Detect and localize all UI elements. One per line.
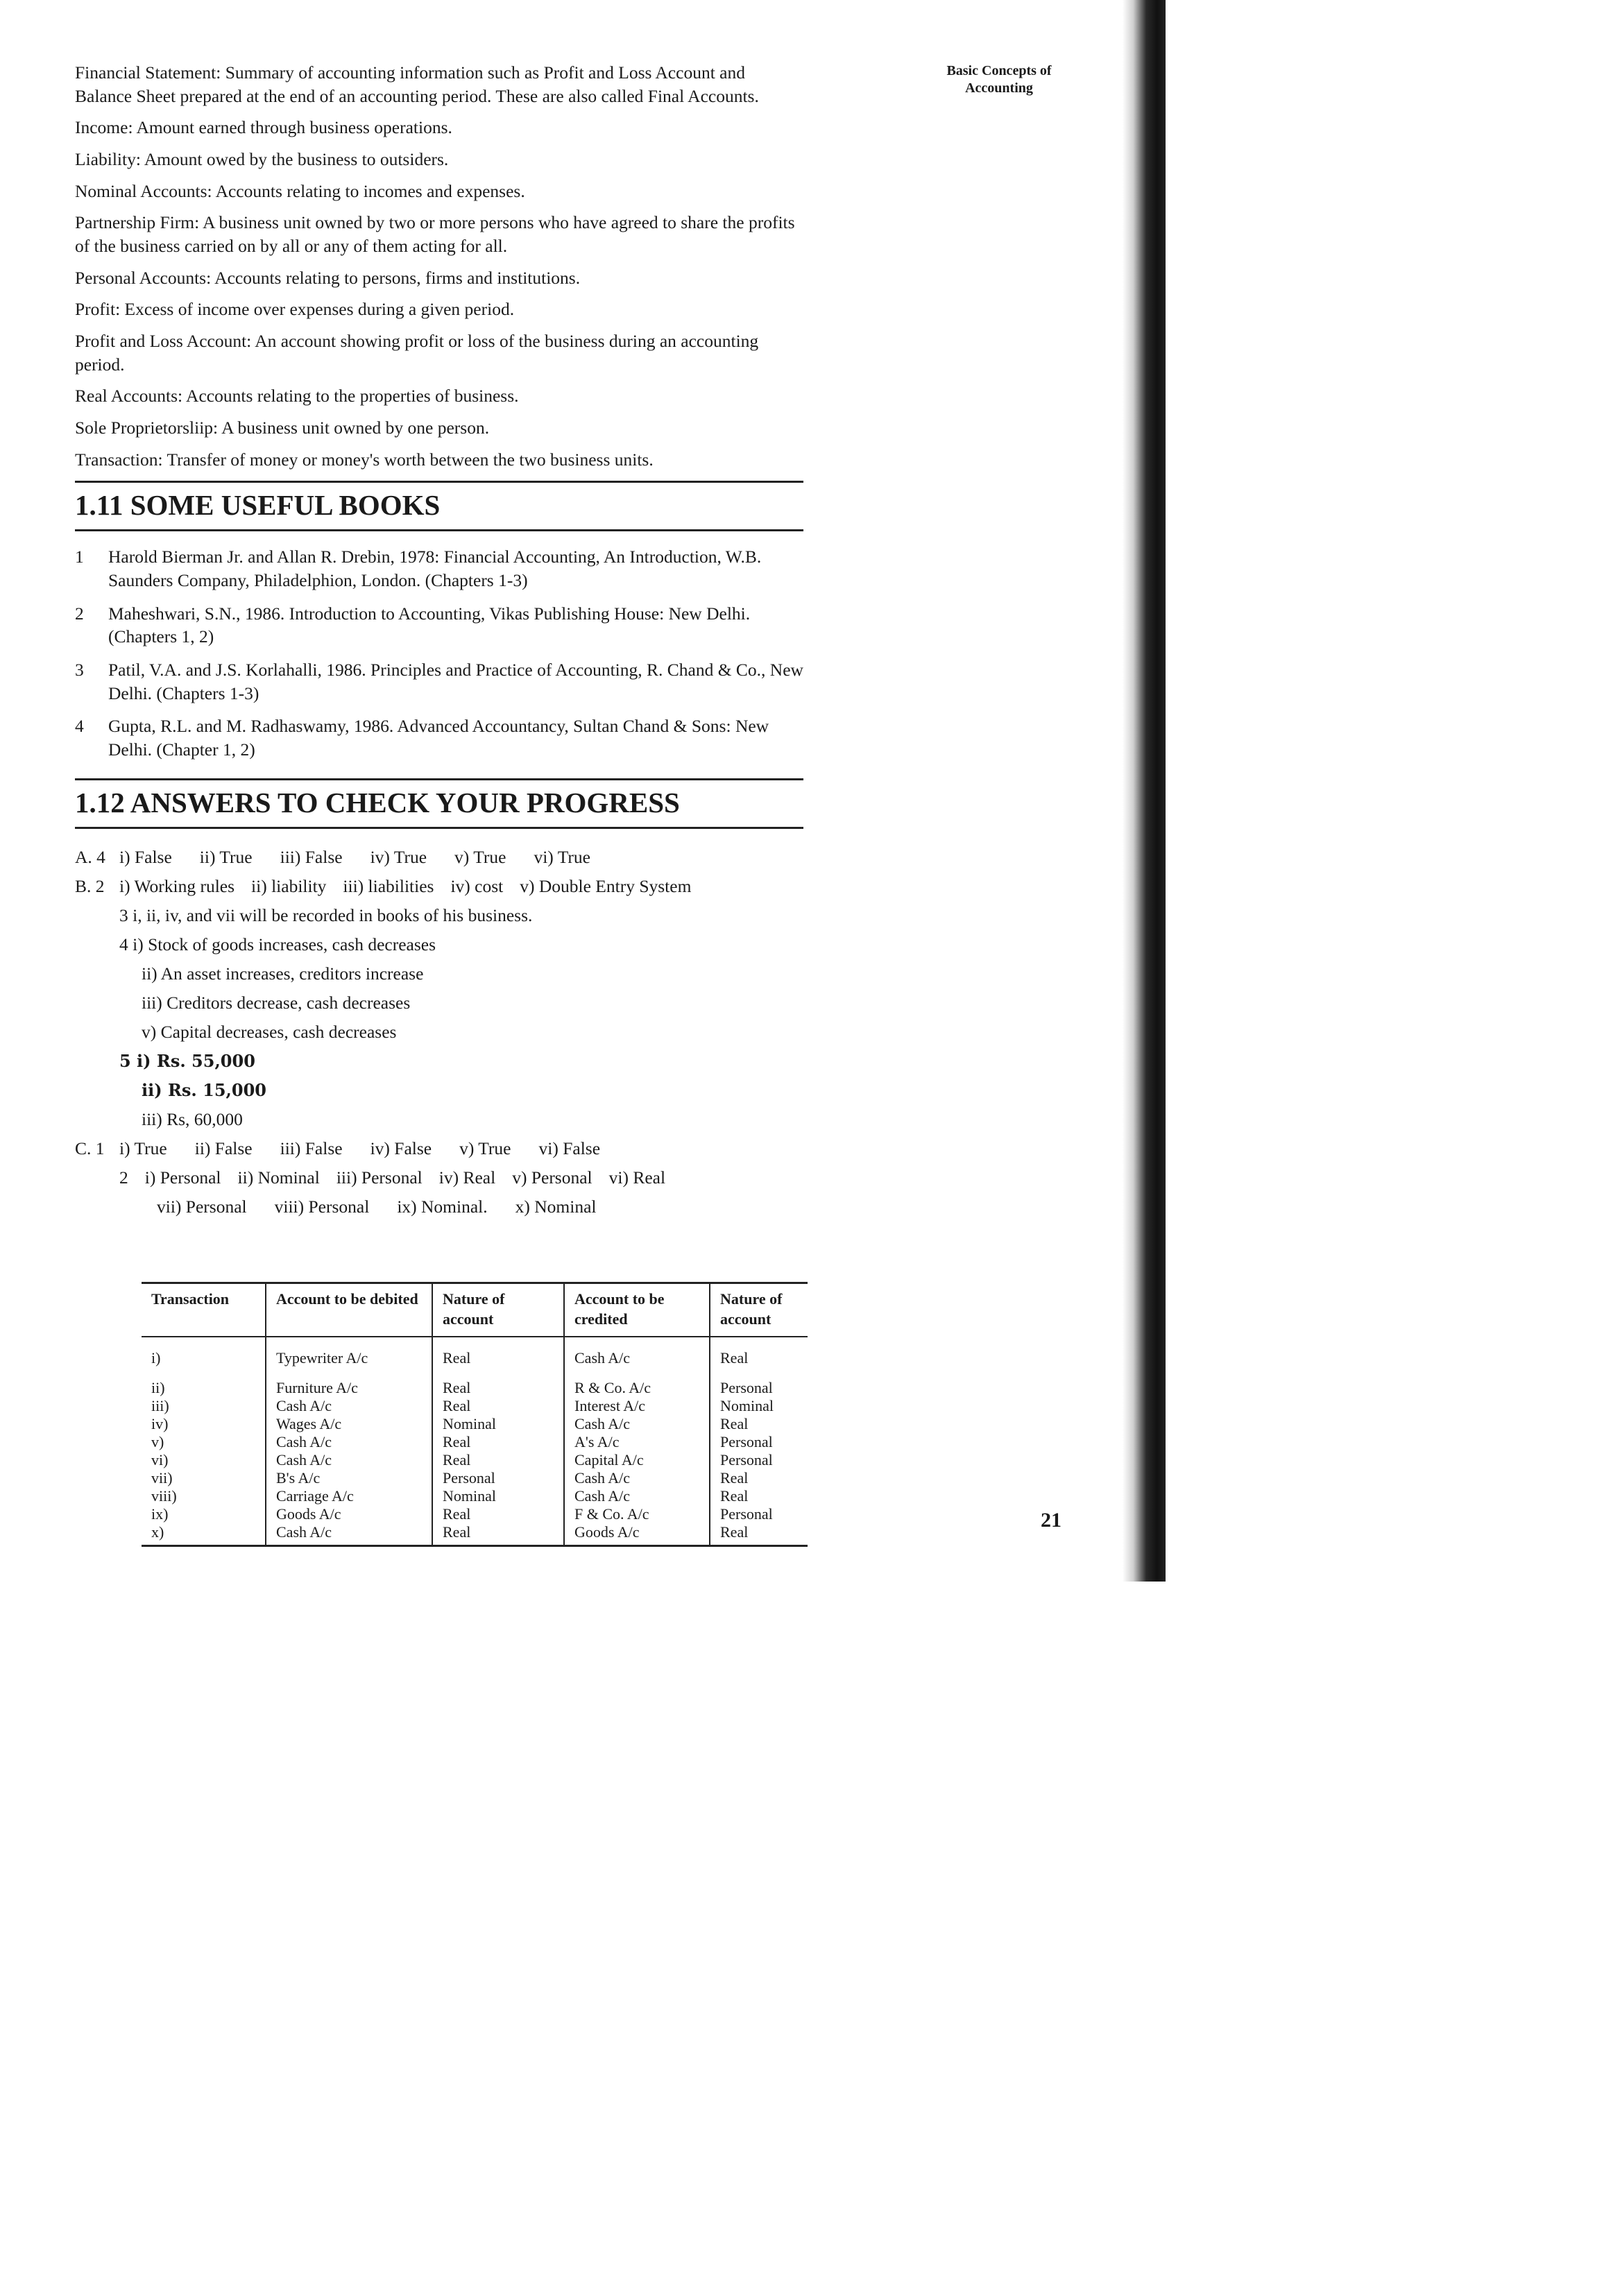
answer-label: 2 xyxy=(119,1167,128,1188)
table-cell: iii) xyxy=(142,1397,266,1415)
answer-text: 4 i) Stock of goods increases, cash decreases xyxy=(119,934,436,954)
book-binding-shadow xyxy=(1123,0,1166,1582)
table-cell: Cash A/c xyxy=(564,1415,710,1433)
answer-text: iii) Rs, 60,000 xyxy=(142,1108,243,1129)
answer-item: vii) Personal xyxy=(157,1196,247,1217)
table-cell: Real xyxy=(432,1337,564,1379)
glossary-entry: Transaction: Transfer of money or money's worth between the two business units. xyxy=(75,449,654,470)
table-cell: Real xyxy=(432,1523,564,1546)
table-cell: x) xyxy=(142,1523,266,1546)
column-header: Nature of account xyxy=(432,1283,564,1337)
glossary-entry: Personal Accounts: Accounts relating to persons, firms and institutions. xyxy=(75,267,581,288)
books-section-heading: 1.11 SOME USEFUL BOOKS xyxy=(75,481,803,531)
answer-row-b3 xyxy=(75,901,803,930)
glossary-entry: Financial Statement: Summary of accounting information such as Profit and Loss Account and Balance Sheet prepared at the end of an accounting period. These are also called Final Accounts. xyxy=(75,62,759,106)
answer-row-b5 xyxy=(75,1105,803,1134)
book-item xyxy=(75,658,803,705)
answer-item: vi) False xyxy=(538,1138,601,1158)
table-cell: Cash A/c xyxy=(266,1433,432,1451)
glossary-entry: Nominal Accounts: Accounts relating to incomes and expenses. xyxy=(75,180,525,201)
answer-item: x) Nominal xyxy=(515,1196,597,1217)
answer-text: ii) Rs. 15,000 xyxy=(142,1079,266,1100)
glossary-entry: Sole Proprietorsliip: A business unit owned by one person. xyxy=(75,417,490,438)
table-cell: Real xyxy=(432,1451,564,1469)
page-body xyxy=(75,61,803,1222)
glossary-entry: Profit and Loss Account: An account showing profit or loss of the business during an accounting period. xyxy=(75,330,759,375)
table-cell: Capital A/c xyxy=(564,1451,710,1469)
table-cell: vii) xyxy=(142,1469,266,1487)
running-header-line1: Basic Concepts of xyxy=(946,63,1052,78)
table-row xyxy=(142,1451,808,1469)
table-cell: Real xyxy=(432,1397,564,1415)
book-citation: Patil, V.A. and J.S. Korlahalli, 1986. Principles and Practice of Accounting, R. Chand & Co., New Delhi. (Chapters 1-3) xyxy=(108,660,803,703)
answer-item: iii) liabilities xyxy=(343,875,434,896)
table-cell: ix) xyxy=(142,1505,266,1523)
table-cell: Real xyxy=(720,1469,749,1487)
glossary-entry: Real Accounts: Accounts relating to the properties of business. xyxy=(75,386,519,406)
glossary-entry: Income: Amount earned through business operations. xyxy=(75,117,452,138)
column-header: Account to be credited xyxy=(564,1283,710,1337)
table-cell: Personal xyxy=(720,1505,773,1523)
answers-section-heading: 1.12 ANSWERS TO CHECK YOUR PROGRESS xyxy=(75,778,803,829)
table-cell: Cash A/c xyxy=(564,1337,710,1379)
answer-row-b5 xyxy=(75,1076,803,1105)
table-cell: Cash A/c xyxy=(266,1397,432,1415)
answer-item: v) Double Entry System xyxy=(520,875,692,896)
answer-item: iii) False xyxy=(280,846,343,867)
table-cell: Carriage A/c xyxy=(266,1487,432,1505)
book-item xyxy=(75,714,803,761)
answer-item: v) True xyxy=(459,1138,511,1158)
answer-row-c2 xyxy=(75,1192,803,1222)
table-row xyxy=(142,1415,808,1433)
answer-row-c2 xyxy=(75,1163,803,1192)
table-cell: B's A/c xyxy=(266,1469,432,1487)
table-cell: Goods A/c xyxy=(564,1523,710,1546)
page-number: 21 xyxy=(1041,1509,1061,1532)
answer-item: v) Personal xyxy=(512,1167,592,1188)
answer-item: iv) True xyxy=(370,846,427,867)
table-cell: Real xyxy=(720,1487,749,1505)
answer-item: vi) Real xyxy=(608,1167,666,1188)
table-cell: v) xyxy=(142,1433,266,1451)
table-row xyxy=(142,1523,808,1546)
answer-row-a4 xyxy=(75,843,803,872)
glossary-entry: Partnership Firm: A business unit owned by two or more persons who have agreed to share the profits of the business carried on by all or any of them acting for all. xyxy=(75,212,795,256)
answer-item: iv) Real xyxy=(438,1167,496,1188)
answers-block xyxy=(75,843,803,1222)
answer-item: ix) Nominal. xyxy=(397,1196,488,1217)
column-header: Transaction xyxy=(142,1283,266,1337)
table-cell: ii) xyxy=(142,1379,266,1397)
table-cell: F & Co. A/c xyxy=(564,1505,710,1523)
transaction-table xyxy=(142,1282,808,1547)
table-cell: Cash A/c xyxy=(564,1469,710,1487)
book-number: 2 xyxy=(75,603,84,624)
table-cell: Cash A/c xyxy=(564,1487,710,1505)
answer-item: iii) False xyxy=(280,1138,343,1158)
table-header-row xyxy=(142,1283,808,1337)
column-header: Nature of account xyxy=(710,1283,808,1337)
table-cell: Real xyxy=(720,1349,749,1367)
table-cell: Personal xyxy=(720,1451,773,1469)
running-header-line2: Accounting xyxy=(965,80,1033,96)
answer-label: C. 1 xyxy=(75,1138,105,1158)
answer-text: 5 i) Rs. 55,000 xyxy=(119,1050,255,1071)
running-header xyxy=(930,62,1068,97)
column-header: Account to be debited xyxy=(266,1283,432,1337)
table-cell: Interest A/c xyxy=(564,1397,710,1415)
answer-item: ii) liability xyxy=(251,875,327,896)
table-cell: Real xyxy=(720,1415,749,1433)
answer-text: iii) Creditors decrease, cash decreases xyxy=(142,992,411,1013)
book-item xyxy=(75,602,803,649)
table-row xyxy=(142,1379,808,1397)
table-cell: Cash A/c xyxy=(266,1451,432,1469)
answer-item: iv) False xyxy=(370,1138,432,1158)
answer-item: i) False xyxy=(119,846,172,867)
table-cell: i) xyxy=(142,1337,266,1379)
table-cell: Real xyxy=(432,1433,564,1451)
table-cell: Personal xyxy=(720,1433,773,1451)
table-cell: R & Co. A/c xyxy=(564,1379,710,1397)
answer-label: B. 2 xyxy=(75,875,105,896)
glossary xyxy=(75,61,803,471)
table-cell: Nominal xyxy=(720,1397,774,1415)
table-cell: iv) xyxy=(142,1415,266,1433)
table-cell: Real xyxy=(432,1505,564,1523)
answer-row-b5 xyxy=(75,1047,803,1076)
answer-item: i) Personal xyxy=(144,1167,221,1188)
book-citation: Maheshwari, S.N., 1986. Introduction to Accounting, Vikas Publishing House: New Delhi. (Chapters 1, 2) xyxy=(108,603,751,647)
answer-label: A. 4 xyxy=(75,846,105,867)
table-row xyxy=(142,1505,808,1523)
answer-text: ii) An asset increases, creditors increase xyxy=(142,963,424,984)
glossary-entry: Profit: Excess of income over expenses during a given period. xyxy=(75,299,515,320)
table-cell: vi) xyxy=(142,1451,266,1469)
answer-item: ii) True xyxy=(199,846,253,867)
book-item xyxy=(75,545,803,592)
books-list xyxy=(75,545,803,761)
answer-item: viii) Personal xyxy=(274,1196,370,1217)
answer-row-b4 xyxy=(75,1018,803,1047)
answer-item: iii) Personal xyxy=(336,1167,423,1188)
table-cell: Real xyxy=(432,1379,564,1397)
table-row xyxy=(142,1469,808,1487)
book-citation: Harold Bierman Jr. and Allan R. Drebin, 1978: Financial Accounting, An Introduction, W.B. Saunders Company, Philadelphion, London. (Chapters 1-3) xyxy=(108,547,762,591)
table-row xyxy=(142,1397,808,1415)
answer-text: 3 i, ii, iv, and vii will be recorded in books of his business. xyxy=(119,905,533,925)
table-cell: Wages A/c xyxy=(266,1415,432,1433)
table-cell: Personal xyxy=(720,1379,773,1397)
answer-item: i) Working rules xyxy=(119,875,235,896)
glossary-entry: Liability: Amount owed by the business to outsiders. xyxy=(75,148,449,169)
answer-item: vi) True xyxy=(534,846,590,867)
answer-text: v) Capital decreases, cash decreases xyxy=(142,1021,397,1042)
table-cell: Cash A/c xyxy=(266,1523,432,1546)
answer-row-c1 xyxy=(75,1134,803,1163)
book-number: 3 xyxy=(75,660,84,680)
table-cell: Real xyxy=(710,1523,808,1546)
table-cell: Goods A/c xyxy=(266,1505,432,1523)
table-cell: A's A/c xyxy=(564,1433,710,1451)
table-row xyxy=(142,1433,808,1451)
table-row xyxy=(142,1487,808,1505)
answer-item: ii) Nominal xyxy=(237,1167,320,1188)
answer-row-b4 xyxy=(75,988,803,1018)
book-citation: Gupta, R.L. and M. Radhaswamy, 1986. Advanced Accountancy, Sultan Chand & Sons: New Delhi. (Chapter 1, 2) xyxy=(108,716,769,760)
answer-row-b4 xyxy=(75,930,803,959)
answer-row-b4 xyxy=(75,959,803,988)
table-cell: Typewriter A/c xyxy=(266,1337,432,1379)
book-number: 4 xyxy=(75,716,84,737)
table-row xyxy=(142,1337,808,1379)
table-cell: viii) xyxy=(142,1487,266,1505)
answer-item: iv) cost xyxy=(450,875,504,896)
answer-item: ii) False xyxy=(194,1138,253,1158)
answer-item: i) True xyxy=(119,1138,167,1158)
book-number: 1 xyxy=(75,547,84,567)
table-cell: Nominal xyxy=(432,1415,564,1433)
table-cell: Furniture A/c xyxy=(266,1379,432,1397)
table-cell: Nominal xyxy=(432,1487,564,1505)
answer-item: v) True xyxy=(454,846,506,867)
answer-row-b2 xyxy=(75,872,803,901)
table-cell: Personal xyxy=(432,1469,564,1487)
